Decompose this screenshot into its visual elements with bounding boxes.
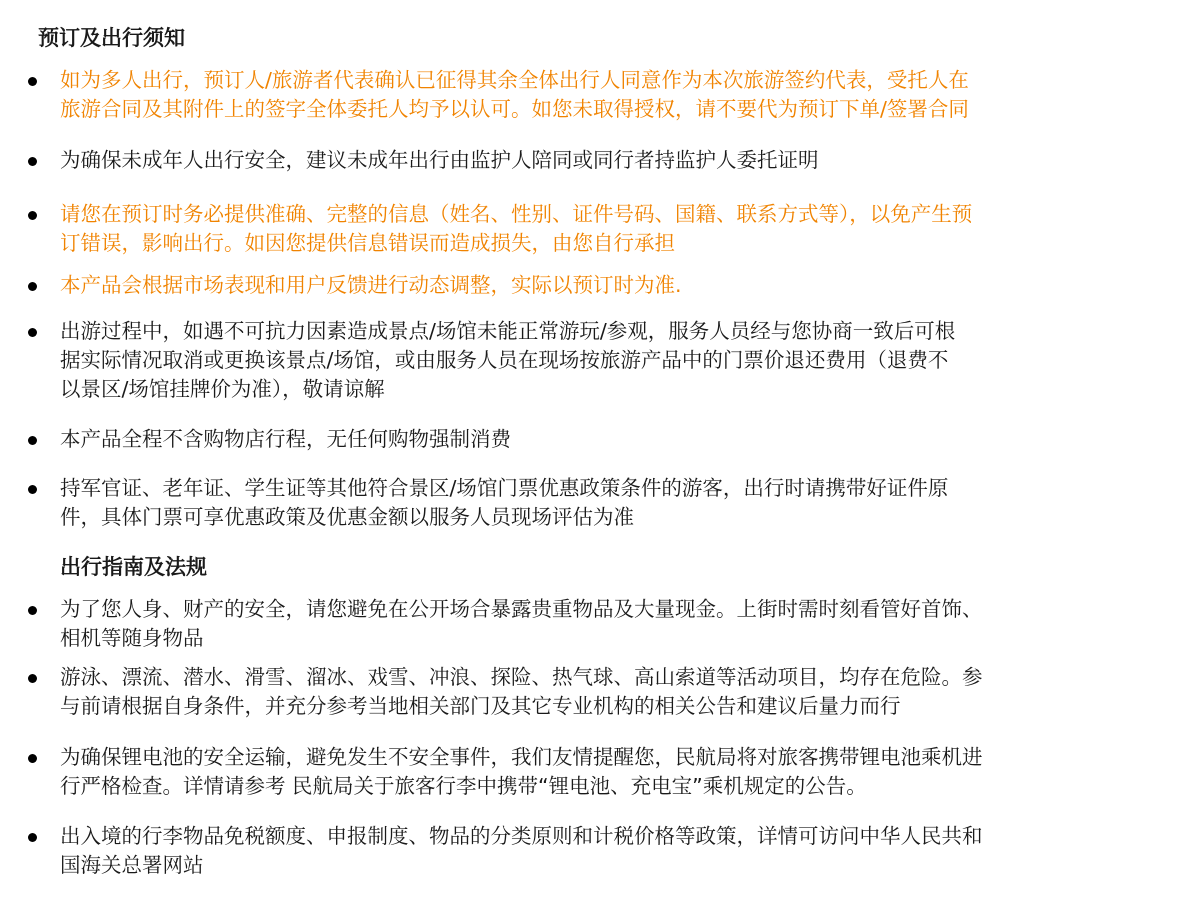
- bullet-icon: [28, 485, 37, 494]
- list-item-text: 为确保锂电池的安全运输，避免发生不安全事件，我们友情提醒您，民航局将对旅客携带锂电池乘机进 行严格检查。详情请参考 民航局关于旅客行李中携带“锂电池、充电宝”乘机规定的公告。: [60, 745, 983, 798]
- section-title-booking-notice: 预订及出行须知: [38, 26, 185, 50]
- bullet-icon: [28, 436, 37, 445]
- list-item-text: 如为多人出行，预订人/旅游者代表确认已征得其余全体出行人同意作为本次旅游签约代表，受托人在 旅游合同及其附件上的签字全体委托人均予以认可。如您未取得授权，请不要代为预订下单/签署合同: [60, 68, 969, 121]
- list-item-text: 出入境的行李物品免税额度、申报制度、物品的分类原则和计税价格等政策，详情可访问中华人民共和 国海关总署网站: [60, 824, 983, 877]
- bullet-icon: [28, 77, 37, 86]
- bullet-icon: [28, 606, 37, 615]
- list-item-text: 为确保未成年人出行安全，建议未成年出行由监护人陪同或同行者持监护人委托证明: [60, 148, 819, 172]
- list-item-text: 出游过程中，如遇不可抗力因素造成景点/场馆未能正常游玩/参观，服务人员经与您协商一致后可根 据实际情况取消或更换该景点/场馆，或由服务人员在现场按旅游产品中的门票价退还费用（退费不 以景区/场馆挂牌价为准），敬请谅解: [60, 319, 956, 401]
- bullet-icon: [28, 833, 37, 842]
- list-item-text: 持军官证、老年证、学生证等其他符合景区/场馆门票优惠政策条件的游客，出行时请携带好证件原 件，具体门票可享优惠政策及优惠金额以服务人员现场评估为准: [60, 476, 949, 529]
- list-item-text: 本产品会根据市场表现和用户反馈进行动态调整，实际以预订时为准.: [60, 273, 682, 297]
- bullet-icon: [28, 754, 37, 763]
- bullet-icon: [28, 282, 37, 291]
- section-title-travel-guide: 出行指南及法规: [60, 555, 207, 579]
- list-item-text: 游泳、漂流、潜水、滑雪、溜冰、戏雪、冲浪、探险、热气球、高山索道等活动项目，均存在危险。参 与前请根据自身条件，并充分参考当地相关部门及其它专业机构的相关公告和建议后量力而行: [60, 665, 983, 718]
- bullet-icon: [28, 157, 37, 166]
- list-item-text: 请您在预订时务必提供准确、完整的信息（姓名、性别、证件号码、国籍、联系方式等），以免产生预 订错误，影响出行。如因您提供信息错误而造成损失，由您自行承担: [60, 202, 973, 255]
- bullet-icon: [28, 328, 37, 337]
- bullet-icon: [28, 211, 37, 220]
- list-item-text: 为了您人身、财产的安全，请您避免在公开场合暴露贵重物品及大量现金。上街时需时刻看管好首饰、 相机等随身物品: [60, 597, 983, 650]
- list-item-text: 本产品全程不含购物店行程，无任何购物强制消费: [60, 427, 511, 451]
- bullet-icon: [28, 674, 37, 683]
